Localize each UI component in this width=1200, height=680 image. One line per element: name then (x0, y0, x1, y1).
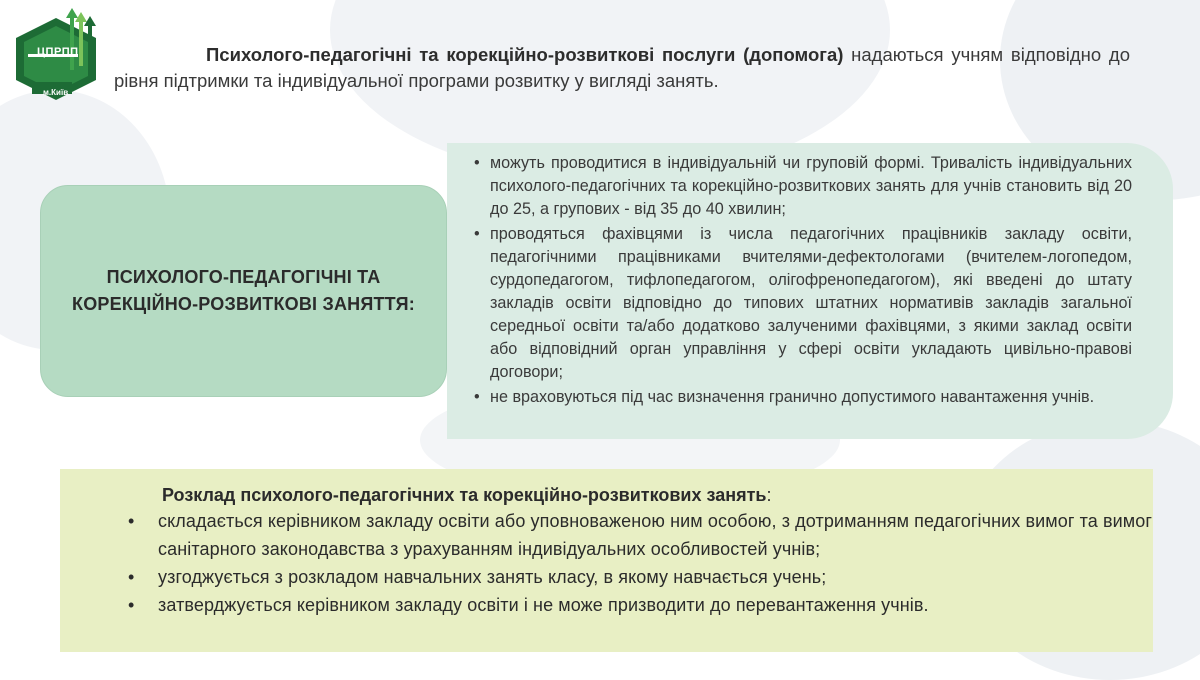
list-item (472, 152, 1132, 221)
bullet-icon: • (474, 225, 480, 243)
intro-bold-text: Психолого-педагогічні та корекційно-розвиткові послуги (допомога) (206, 44, 844, 65)
list-item-text: не враховуються під час визначення гранично допустимого навантаження учнів. (490, 388, 1095, 406)
schedule-title-colon: : (766, 485, 772, 505)
bullet-icon: • (128, 595, 135, 615)
logo-city: м.Київ (43, 88, 69, 97)
classes-title-box (40, 185, 447, 397)
bullet-icon: • (128, 567, 135, 587)
list-item (472, 223, 1132, 384)
bullet-icon: • (128, 511, 135, 531)
schedule-section (60, 469, 1153, 652)
list-item (124, 563, 1154, 591)
list-item-text: затверджується керівником закладу освіти і не може призводити до перевантаження учнів. (158, 595, 929, 615)
logo-abbreviation: ЦПРПП (37, 46, 79, 58)
bullet-icon: • (474, 388, 480, 406)
list-item-text: складається керівником закладу освіти або уповноваженою ним особою, з дотриманням педагогічних вимог та вимог санітарного законодавства з урахуванням індивідуальних особливостей учнів; (158, 511, 1153, 559)
list-item-text: узгоджується з розкладом навчальних занять класу, в якому навчається учень; (158, 567, 827, 587)
organization-logo (10, 8, 102, 108)
classes-bullet-list (472, 152, 1132, 411)
list-item (124, 507, 1154, 563)
classes-title: ПСИХОЛОГО-ПЕДАГОГІЧНІ ТА КОРЕКЦІЙНО-РОЗВИТКОВІ ЗАНЯТТЯ: (72, 267, 415, 314)
list-item-text: можуть проводитися в індивідуальній чи груповій формі. Тривалість індивідуальних психолого-педагогічних та корекційно-розвиткових занять для учнів становить від 20 до 25, а групових - від 35 до 40 хвилин; (490, 154, 1132, 218)
bullet-icon: • (474, 154, 480, 172)
schedule-title-text: Розклад психолого-педагогічних та корекційно-розвиткових занять (162, 485, 767, 505)
list-item (472, 386, 1132, 409)
list-item (124, 591, 1154, 619)
schedule-bullet-list (124, 507, 1154, 619)
schedule-title (162, 483, 771, 507)
list-item-text: проводяться фахівцями із числа педагогічних працівників закладу освіти, педагогічними працівниками вчителями-дефектологами (вчителем-логопедом, сурдопедагогом, тифлопедагогом, олігофренопедагогом), які введені до штату закладів освіти відповідно до типових штатних нормативів закладів загальної середньої освіти та/або додатково залученими фахівцями, з якими заклад освіти або відповідний орган управління у сфері освіти укладають цивільно-правові договори; (490, 225, 1132, 381)
intro-rest-text: надаються учням відповідно до рівня підтримки та індивідуальної програми розвитку у вигляді занять. (114, 44, 1130, 91)
intro-paragraph (114, 42, 1130, 94)
